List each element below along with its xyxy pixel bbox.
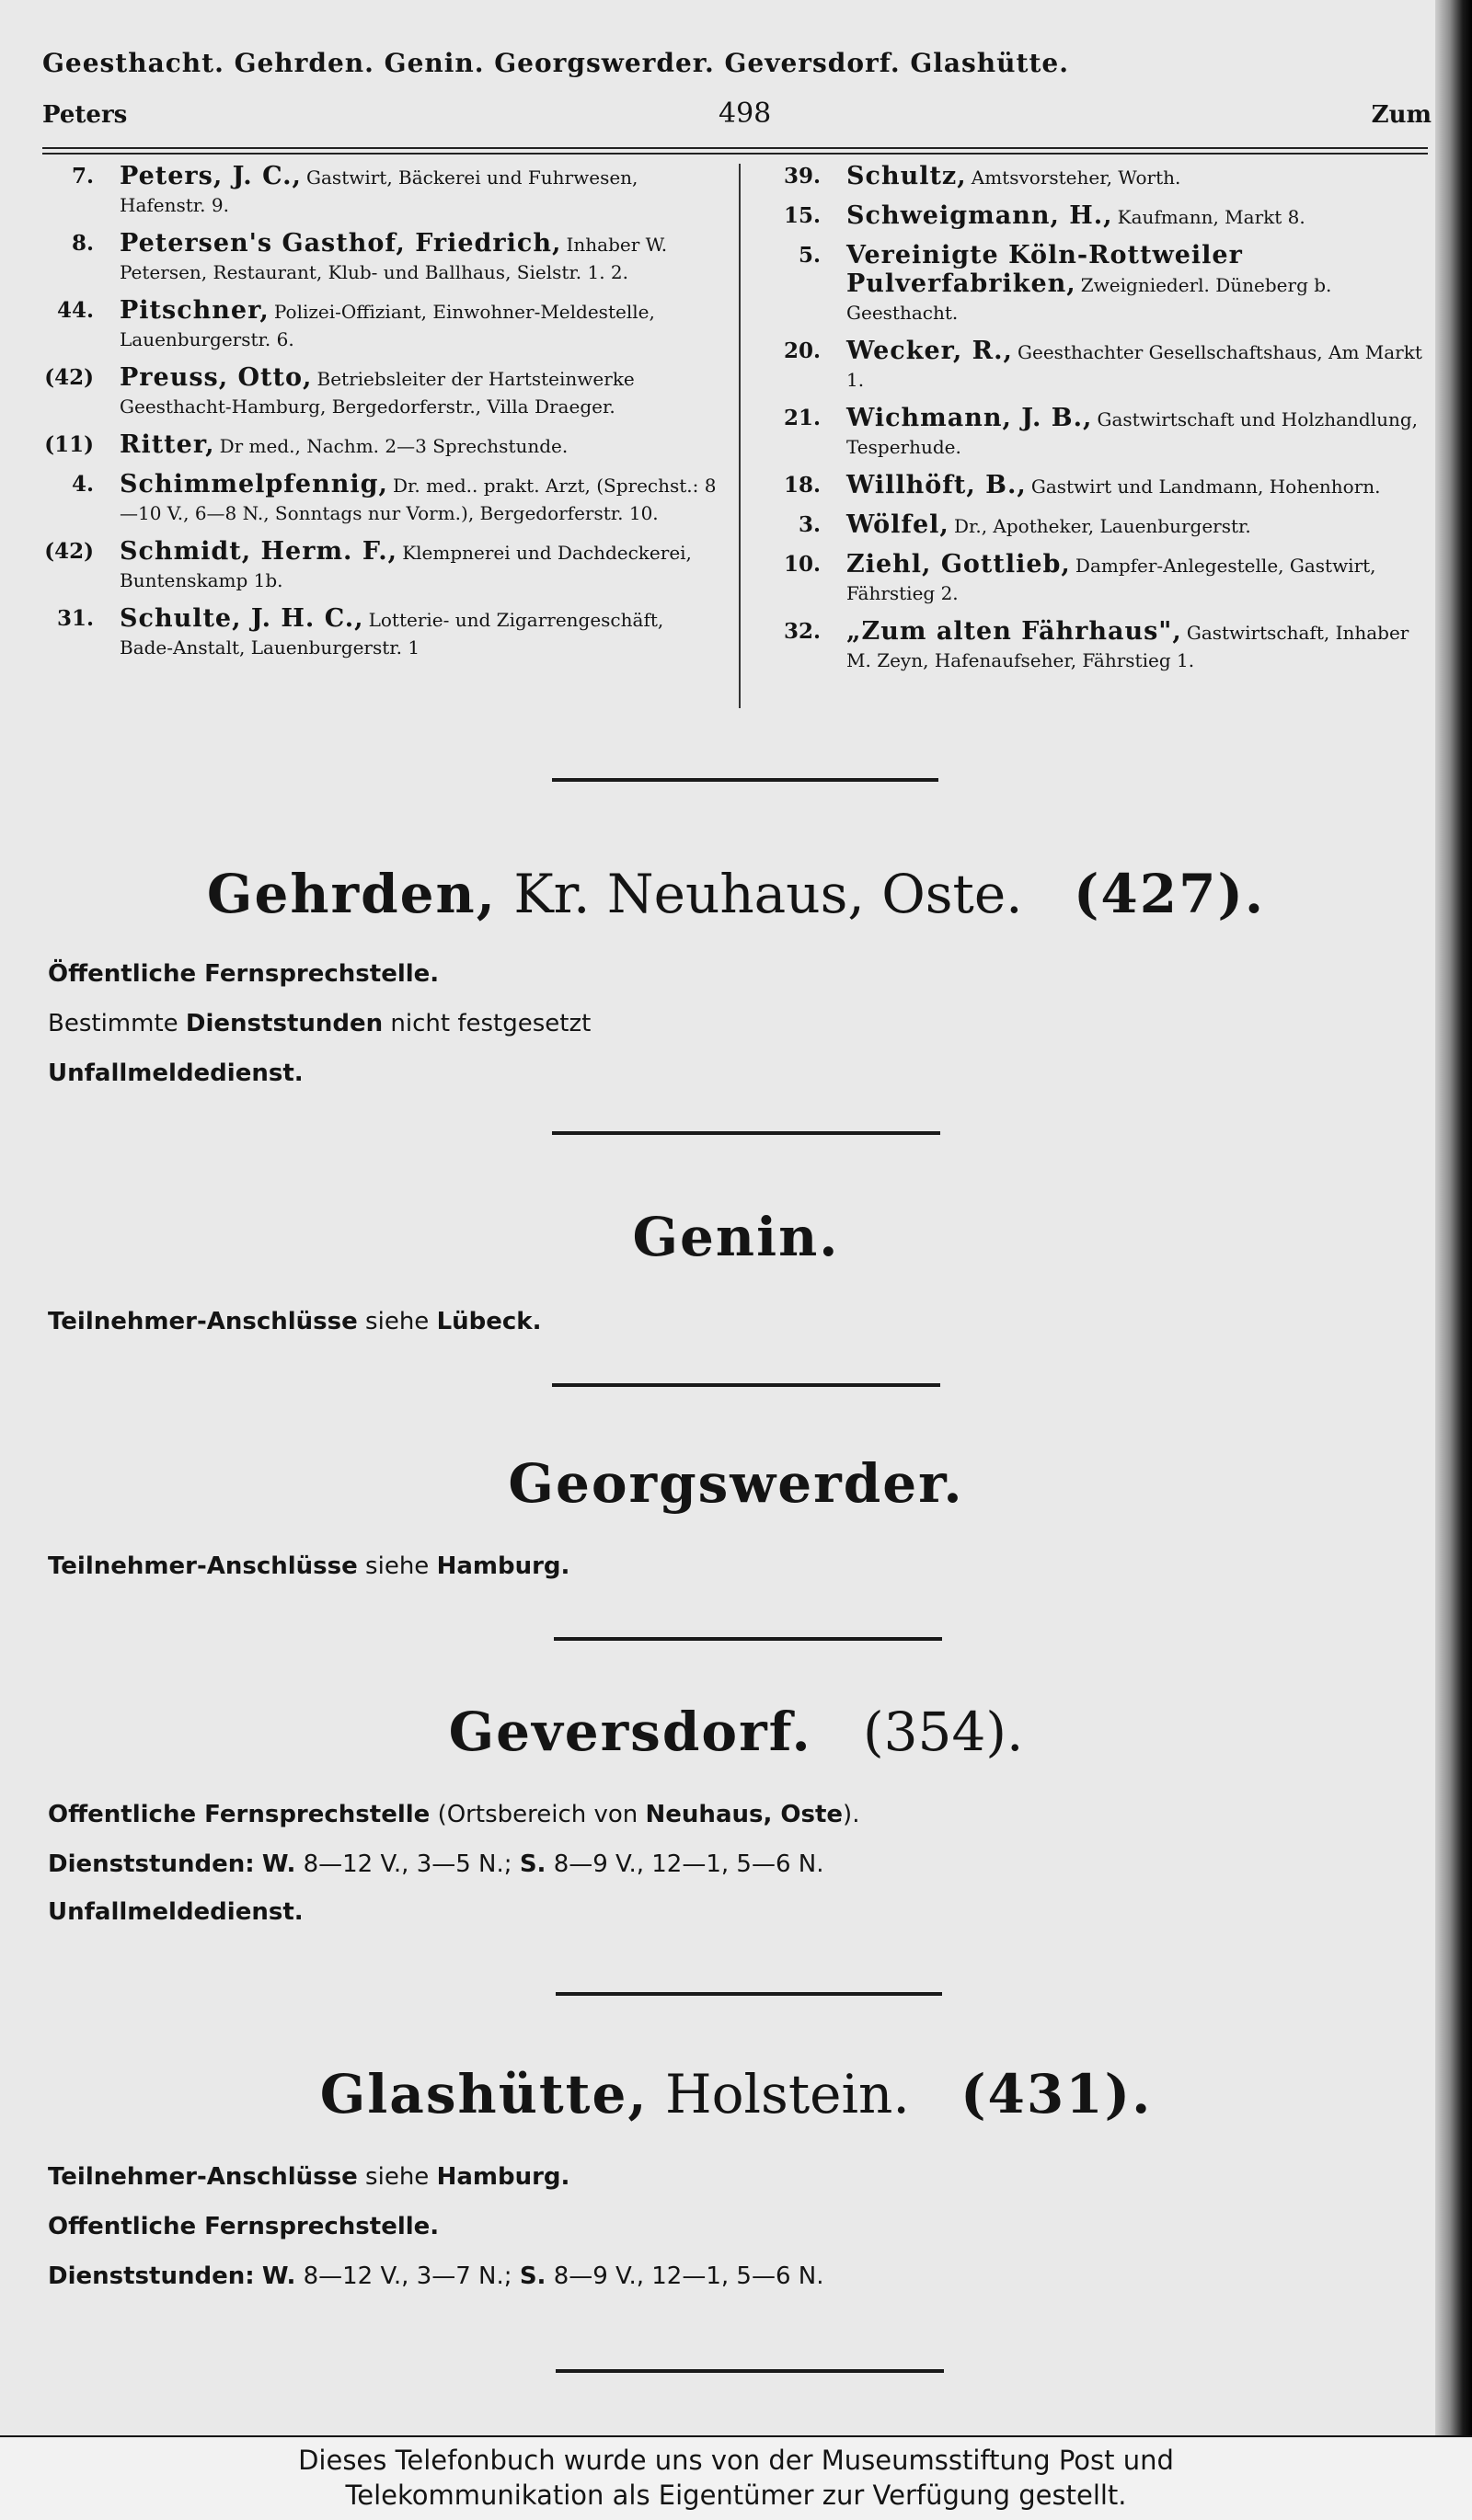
public-phone-label: Öffentliche Fernsprechstelle. (48, 960, 440, 988)
footer-notice (0, 2437, 1472, 2520)
entry-details: Dr med., Nachm. 2—3 Sprechstunde. (219, 435, 569, 457)
text-fragment: Dienststunden: (48, 1850, 255, 1878)
listing-entry (764, 406, 1433, 462)
entry-number: 20. (783, 338, 821, 363)
listing-entry (764, 552, 1433, 608)
running-header: Geesthacht. Gehrden. Genin. Georgswerder. Geversdorf. Glashütte. (42, 48, 1069, 78)
text-fragment: (Ortsbereich von (437, 1801, 638, 1828)
entry-number: 21. (783, 406, 821, 430)
text-fragment: siehe (365, 2163, 430, 2191)
entry-name: Schultz, (846, 162, 967, 190)
entry-number: 39. (783, 164, 821, 189)
entry-number: (11) (44, 432, 94, 457)
place-region: Kr. Neuhaus, Oste. (513, 863, 1023, 925)
place-name: Glashütte, (319, 2063, 649, 2125)
header-last-entry: Zum (1371, 101, 1432, 129)
section-line (48, 1060, 1409, 1087)
column-divider (739, 164, 741, 708)
entry-details: Betriebsleiter der Hartsteinwerke Geesthacht-Hamburg, Bergedorferstr., Villa Draeger. (120, 368, 635, 418)
listing-entry (764, 473, 1433, 501)
entry-name: Vereinigte Köln-Rottweiler Pulverfabriken, (846, 241, 1243, 298)
text-fragment: Teilnehmer-Anschlüsse (48, 1552, 358, 1580)
section-line (48, 1010, 1409, 1037)
text-fragment: W. (261, 2262, 296, 2290)
listing-entry (37, 298, 722, 354)
text-fragment: nicht festgesetzt (390, 1010, 592, 1037)
entry-name: Petersen's Gasthof, Friedrich, (120, 229, 562, 258)
header-rule-double (42, 153, 1428, 155)
page-binding-shadow (1435, 0, 1472, 2435)
text-fragment: Hamburg. (436, 1552, 570, 1580)
place-code: (431). (960, 2063, 1153, 2125)
section-divider (554, 1637, 942, 1641)
page-header (42, 97, 1432, 138)
section-divider (556, 1992, 942, 1996)
text-fragment: 8—12 V., 3—7 N.; (303, 2262, 512, 2290)
entry-name: Ritter, (120, 430, 215, 459)
listing-entry (764, 243, 1433, 327)
text-fragment: Dienststunden: (48, 2262, 255, 2290)
text-fragment: S. (519, 2262, 546, 2290)
listing-entry (37, 472, 722, 528)
accident-service-label: Unfallmeldedienst. (48, 1898, 304, 1926)
place-name: Geversdorf. (448, 1701, 812, 1763)
place-code: (354). (863, 1701, 1024, 1763)
listing-entry (764, 203, 1433, 232)
section-divider (552, 1383, 940, 1387)
listing-entry (37, 231, 722, 287)
entry-name: Wölfel, (846, 510, 949, 539)
header-rule (42, 147, 1428, 149)
section-line (48, 2262, 1409, 2290)
entry-details: Dr. med.. prakt. Arzt, (Sprechst.: 8—10 V., 6—8 N., Sonntags nur Vorm.), Bergedorferstr. 10. (120, 475, 717, 524)
section-line (48, 1898, 1409, 1926)
entry-name: „Zum alten Fährhaus", (846, 617, 1182, 646)
entry-details: Gastwirtschaft, Inhaber M. Zeyn, Hafenaufseher, Fährstieg 1. (846, 622, 1409, 671)
entry-number: 8. (71, 231, 94, 256)
text-fragment: 8—9 V., 12—1, 5—6 N. (553, 1850, 824, 1878)
listing-entry (37, 432, 722, 461)
entry-details: Polizei-Offiziant, Einwohner-Meldestelle, Lauenburgerstr. 6. (120, 301, 655, 350)
text-fragment: Teilnehmer-Anschlüsse (48, 1308, 358, 1335)
section-title-glashuette (0, 2062, 1457, 2126)
entry-number: (42) (44, 365, 94, 390)
entry-number: 4. (71, 472, 94, 497)
place-name: Gehrden, (206, 863, 497, 925)
text-fragment: Offentliche Fernsprechstelle (48, 1801, 431, 1828)
section-title-genin (0, 1205, 1457, 1269)
entry-details: Inhaber W. Petersen, Restaurant, Klub- und Ballhaus, Sielstr. 1. 2. (120, 234, 668, 283)
entry-name: Peters, J. C., (120, 162, 302, 190)
section-line (48, 1850, 1409, 1878)
section-divider (556, 2369, 944, 2373)
entry-name: Pitschner, (120, 296, 270, 325)
entry-number: 15. (783, 203, 821, 228)
section-divider (552, 778, 938, 782)
footer-line: Telekommunikation als Eigentümer zur Verfügung gestellt. (345, 2480, 1127, 2511)
listing-entry (37, 606, 722, 662)
text-fragment: S. (519, 1850, 546, 1878)
section-line (48, 1552, 1409, 1580)
listing-entry (764, 619, 1433, 675)
listing-entry (37, 164, 722, 220)
listing-column-left (37, 164, 722, 673)
place-region: Holstein. (665, 2063, 910, 2125)
entry-number: (42) (44, 539, 94, 564)
entry-name: Willhöft, B., (846, 471, 1027, 499)
listing-entry (764, 164, 1433, 192)
entry-details: Dr., Apotheker, Lauenburgerstr. (953, 515, 1251, 537)
place-code: (427). (1073, 863, 1266, 925)
entry-details: Zweigniederl. Düneberg b. Geesthacht. (846, 274, 1332, 324)
text-fragment: Neuhaus, Oste (645, 1801, 844, 1828)
text-fragment: siehe (365, 1552, 430, 1580)
listing-entry (37, 365, 722, 421)
text-fragment: W. (261, 1850, 296, 1878)
text-fragment: Lübeck. (436, 1308, 542, 1335)
text-fragment: Hamburg. (436, 2163, 570, 2191)
entry-number: 3. (798, 512, 821, 537)
section-line (48, 2163, 1409, 2191)
entry-details: Geesthachter Gesellschaftshaus, Am Markt 1. (846, 341, 1422, 391)
entry-details: Gastwirtschaft und Holzhandlung, Tesperhude. (846, 408, 1419, 458)
entry-details: Lotterie- und Zigarrengeschäft, Bade-Anstalt, Lauenburgerstr. 1 (120, 609, 664, 659)
entry-details: Kaufmann, Markt 8. (1117, 206, 1305, 228)
entry-number: 31. (56, 606, 94, 631)
entry-name: Ziehl, Gottlieb, (846, 550, 1071, 578)
text-fragment: ). (843, 1801, 860, 1828)
entry-details: Amtsvorsteher, Worth. (971, 166, 1181, 189)
entry-number: 5. (798, 243, 821, 268)
section-title-geversdorf (0, 1700, 1457, 1764)
entry-number: 44. (56, 298, 94, 323)
listing-column-right (764, 164, 1433, 686)
entry-name: Schweigmann, H., (846, 201, 1113, 230)
place-name: Georgswerder. (508, 1452, 964, 1515)
section-title-gehrden (0, 862, 1457, 926)
listing-entry (764, 338, 1433, 395)
header-first-entry: Peters (42, 101, 128, 129)
entry-details: Dampfer-Anlegestelle, Gastwirt, Fährstieg 2. (846, 555, 1376, 604)
section-line (48, 1308, 1409, 1335)
entry-number: 7. (71, 164, 94, 189)
public-phone-label: Offentliche Fernsprechstelle. (48, 2213, 440, 2240)
entry-number: 10. (783, 552, 821, 577)
entry-name: Preuss, Otto, (120, 363, 313, 392)
text-fragment: Teilnehmer-Anschlüsse (48, 2163, 358, 2191)
text-fragment: 8—12 V., 3—5 N.; (303, 1850, 512, 1878)
section-line (48, 2213, 1409, 2240)
section-line (48, 960, 1409, 988)
entry-details: Gastwirt, Bäckerei und Fuhrwesen, Hafenstr. 9. (120, 166, 638, 216)
page-number: 498 (719, 97, 772, 130)
entry-name: Schulte, J. H. C., (120, 604, 364, 633)
section-line (48, 1801, 1409, 1828)
entry-details: Klempnerei und Dachdeckerei, Buntenskamp 1b. (120, 542, 692, 591)
entry-name: Wichmann, J. B., (846, 404, 1093, 432)
entry-number: 18. (783, 473, 821, 498)
listing-entry (37, 539, 722, 595)
text-fragment: Dienststunden (185, 1010, 384, 1037)
entry-name: Schmidt, Herm. F., (120, 537, 398, 566)
section-divider (552, 1131, 940, 1135)
text-fragment: siehe (365, 1308, 430, 1335)
accident-service-label: Unfallmeldedienst. (48, 1060, 304, 1087)
text-fragment: Bestimmte (48, 1010, 178, 1037)
place-name: Genin. (632, 1206, 840, 1268)
entry-name: Wecker, R., (846, 337, 1013, 365)
entry-name: Schimmelpfennig, (120, 470, 388, 498)
footer-line: Dieses Telefonbuch wurde uns von der Museumsstiftung Post und (298, 2445, 1174, 2476)
entry-number: 32. (783, 619, 821, 644)
listing-entry (764, 512, 1433, 541)
section-title-georgswerder (0, 1451, 1457, 1516)
text-fragment: 8—9 V., 12—1, 5—6 N. (553, 2262, 824, 2290)
entry-details: Gastwirt und Landmann, Hohenhorn. (1030, 475, 1381, 498)
